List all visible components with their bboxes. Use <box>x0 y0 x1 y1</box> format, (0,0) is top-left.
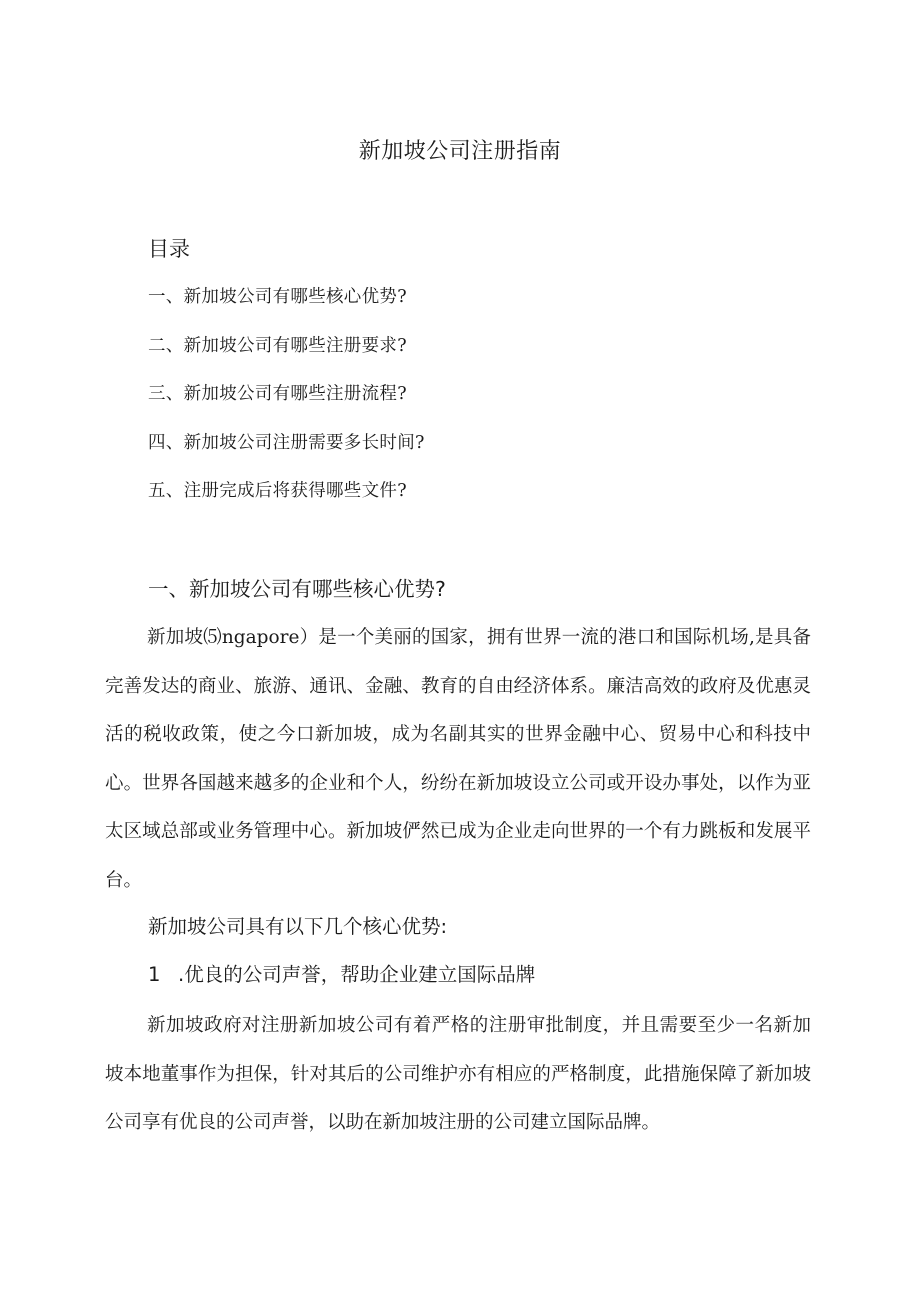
toc-item-3[interactable]: 三、新加坡公司有哪些注册流程? <box>148 384 407 404</box>
advantage-point-1-heading <box>148 960 535 990</box>
toc-heading: 目录 <box>148 237 190 261</box>
table-of-contents <box>148 282 425 525</box>
advantage-point-1-number: 1 <box>148 963 161 986</box>
document-title: 新加坡公司注册指南 <box>358 139 562 164</box>
toc-item-2[interactable]: 二、新加坡公司有哪些注册要求? <box>148 335 407 356</box>
section-1-paragraph-2: 新加坡政府对注册新加坡公司有着严格的注册审批制度，并且需要至少一名新加坡本地董事作为担保，针对其后的公司维护亦有相应的严格制度，此措施保障了新加坡公司享有优良的公司声誉，以助在新加坡注册的公司建立国际品牌。 <box>105 1015 811 1133</box>
section-1-paragraph-1: 新加坡⑸ngapore）是一个美丽的国家，拥有世界一流的港口和国际机场,是具备完善发达的商业、旅游、通讯、金融、教育的自由经济体系。廉洁高效的政府及优惠灵活的税收政策，使之今口新加坡，成为名副其实的世界金融中心、贸易中心和科技中心。世界各国越来越多的企业和个人，纷纷在新加坡设立公司或开设办事处，以作为亚太区域总部或业务管理中心。新加坡俨然已成为企业走向世界的一个有力跳板和发展平台。 <box>105 627 811 891</box>
section-1-heading: 一、新加坡公司有哪些核心优势? <box>148 577 446 601</box>
toc-item-4[interactable]: 四、新加坡公司注册需要多长时间? <box>148 432 425 453</box>
advantages-intro: 新加坡公司具有以下几个核心优势: <box>148 915 448 938</box>
toc-item-5[interactable]: 五、注册完成后将获得哪些文件? <box>148 481 407 501</box>
toc-item-1[interactable]: 一、新加坡公司有哪些核心优势? <box>148 287 407 307</box>
advantage-point-1-title: .优良的公司声誉，帮助企业建立国际品牌 <box>178 963 536 986</box>
